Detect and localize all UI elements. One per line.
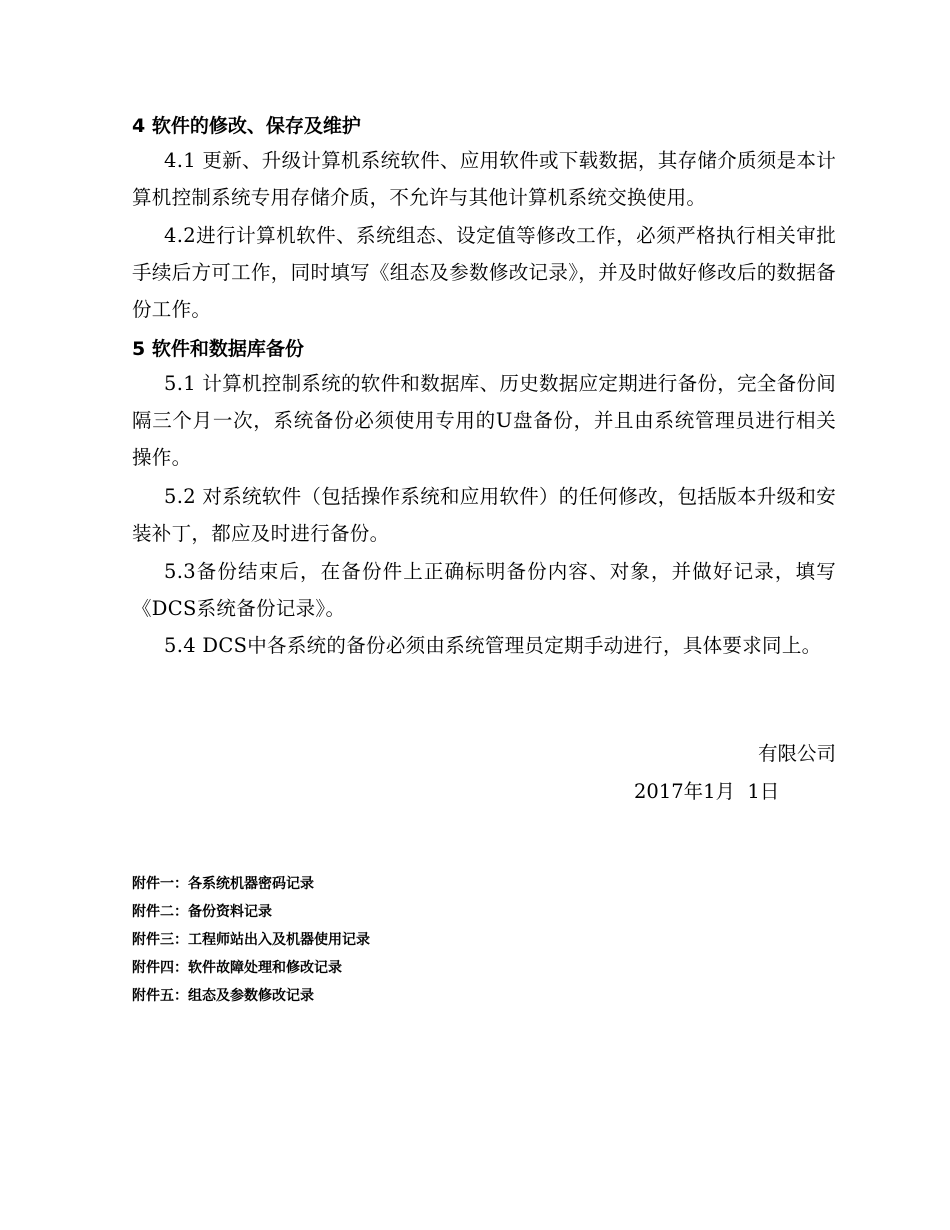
attachment-item: 附件五：组态及参数修改记录	[132, 988, 314, 1004]
attachment-item: 附件二：备份资料记录	[132, 904, 272, 920]
attachment-list	[132, 870, 370, 1010]
paragraph-5-2: 5.2 对系统软件（包括操作系统和应用软件）的任何修改，包括版本升级和安装补丁，都应及时进行备份。	[132, 485, 837, 545]
attachment-item: 附件四：软件故障处理和修改记录	[132, 960, 342, 976]
section-5-heading: 5 软件和数据库备份	[132, 338, 304, 360]
section-4-heading: 4 软件的修改、保存及维护	[132, 115, 361, 137]
paragraph-5-3: 5.3备份结束后，在备份件上正确标明备份内容、对象，并做好记录，填写《DCS系统备份记录》。	[132, 560, 836, 620]
attachment-item: 附件一：各系统机器密码记录	[132, 876, 314, 892]
paragraph-4-2: 4.2进行计算机软件、系统组态、设定值等修改工作，必须严格执行相关审批手续后方可工作，同时填写《组态及参数修改记录》，并及时做好修改后的数据备份工作。	[132, 224, 836, 321]
signature-company: 有限公司	[757, 742, 836, 765]
paragraph-4-1: 4.1 更新、升级计算机系统软件、应用软件或下载数据，其存储介质须是本计算机控制系统专用存储介质，不允许与其他计算机系统交换使用。	[132, 149, 837, 209]
signature-date: 2017年1月 1日	[634, 780, 780, 803]
paragraph-5-1: 5.1 计算机控制系统的软件和数据库、历史数据应定期进行备份，完全备份间隔三个月一次，系统备份必须使用专用的U盘备份，并且由系统管理员进行相关操作。	[132, 372, 837, 469]
paragraph-5-4: 5.4 DCS中各系统的备份必须由系统管理员定期手动进行，具体要求同上。	[164, 634, 822, 657]
attachment-item: 附件三：工程师站出入及机器使用记录	[132, 932, 370, 948]
